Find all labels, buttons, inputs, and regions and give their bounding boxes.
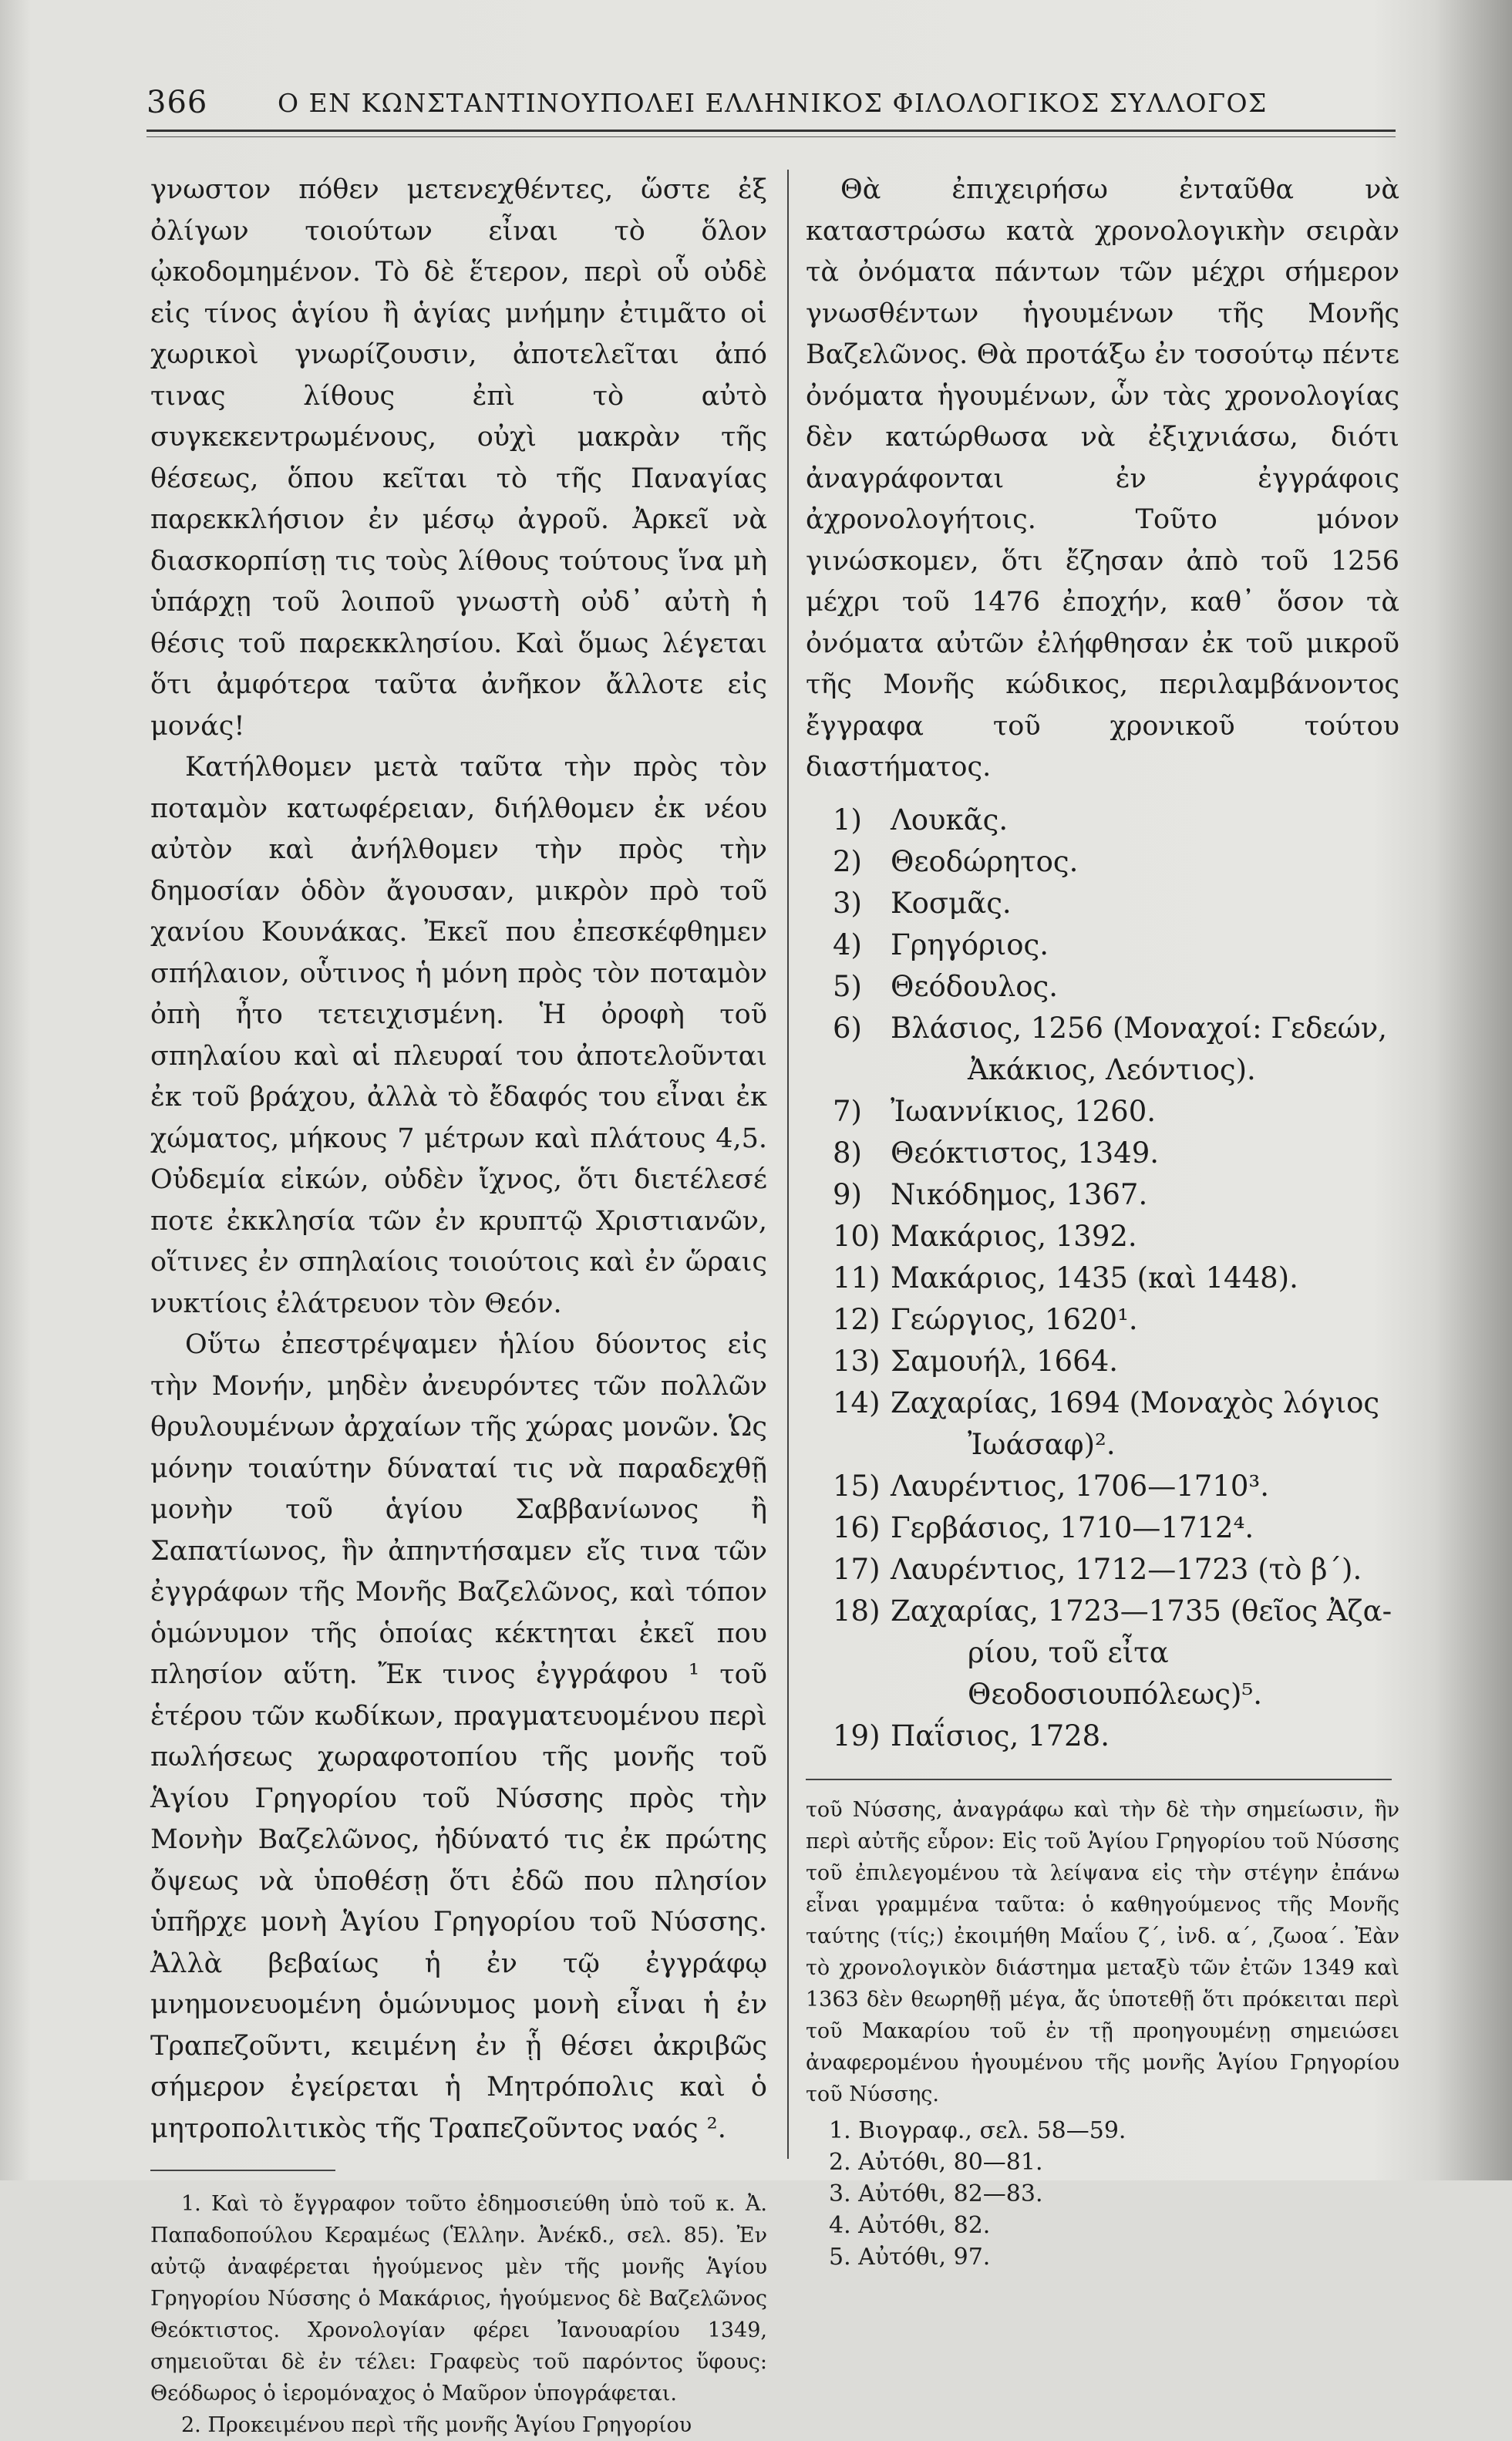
paragraph: γνωστον πόθεν μετενεχθέντες, ὥστε ἐξ ὀλίγων τοιούτων εἶναι τὸ ὅλον ᾠκοδομημένον. Τὸ δὲ ἕτερον, περὶ οὗ οὐδὲ εἰς τίνος ἁγίου ἢ ἁγίας μνήμην ἐτιμᾶτο οἱ χωρικοὶ γνωρίζουσιν, ἀποτελεῖται ἀπό τινας λίθους ἐπὶ τὸ αὐτὸ συγκεκεντρωμένους, οὐχὶ μακρὰν τῆς θέσεως, ὅπου κεῖται τὸ τῆς Παναγίας παρεκκλήσιον ἐν μέσῳ ἀγροῦ. Ἀρκεῖ νὰ διασκορπίσῃ τις τοὺς λίθους τούτους ἵνα μὴ ὑπάρχῃ τοῦ λοιποῦ γνωστὴ οὐδ᾽ αὐτὴ ἡ θέσις τοῦ παρεκκλησίου. Καὶ ὅμως λέγεται ὅτι ἀμφότερα ταῦτα ἀνῆκον ἄλλοτε εἰς μονάς! <box>150 174 767 742</box>
list-item <box>806 1341 1399 1382</box>
footnote: 1. Βιογραφ., σελ. 58—59. <box>829 2116 1126 2144</box>
paragraph: Κατήλθομεν μετὰ ταῦτα τὴν πρὸς τὸν ποταμὸν κατωφέρειαν, διήλθομεν ἐκ νέου αὐτὸν καὶ ἀνήλθομεν τὴν πρὸς τὴν δημοσίαν ὁδὸν ἄγουσαν, μικρὸν πρὸ τοῦ χανίου Κουνάκας. Ἐκεῖ που ἐπεσκέφθημεν σπήλαιον, οὗτινος ἡ μόνη πρὸς τὸν ποταμὸν ὀπὴ ἦτο τετειχισμένη. Ἡ ὀροφὴ τοῦ σπηλαίου καὶ αἱ πλευραί του ἀποτελοῦνται ἐκ τοῦ βράχου, ἀλλὰ τὸ ἔδαφός του εἶναι ἐκ χώματος, μήκους 7 μέτρων καὶ πλάτους 4,5. Οὐδεμία εἰκών, οὐδὲν ἴχνος, ὅτι διετέλεσέ ποτε ἐκκλησία τῶν ἐν κρυπτῷ Χριστιανῶν, οἵτινες ἐν σπηλαίοις τοιούτοις καὶ ἐν ὥραις νυκτίοις ἐλάτρευον τὸν Θεόν. <box>150 752 767 1319</box>
item-number: 14) <box>833 1385 881 1419</box>
abbot-list <box>806 800 1399 1757</box>
item-number: 6) <box>833 1011 862 1045</box>
header-rule <box>146 130 1396 132</box>
item-number: 5) <box>833 969 862 1003</box>
item-number: 1) <box>833 803 862 837</box>
item-text: Θεόκτιστος, 1349. <box>891 1136 1160 1170</box>
item-text: Βλάσιος, 1256 (Μοναχοί: Γεδεών, <box>891 1011 1388 1045</box>
item-number: 4) <box>833 928 862 961</box>
list-item <box>806 883 1399 924</box>
header-rule-thin <box>146 136 1396 137</box>
right-body-text <box>806 170 1399 789</box>
list-item <box>806 1008 1399 1091</box>
item-text: Νικόδημος, 1367. <box>891 1177 1148 1211</box>
item-number: 18) <box>833 1594 881 1628</box>
left-body-text <box>150 170 767 2150</box>
item-number: 3) <box>833 886 862 920</box>
item-text: Λαυρέντιος, 1706—1710³. <box>891 1469 1270 1503</box>
item-text: Ζαχαρίας, 1723—1735 (θεῖος Ἀζα- <box>891 1594 1392 1628</box>
list-item <box>806 841 1399 883</box>
item-text: Παΐσιος, 1728. <box>891 1719 1110 1752</box>
running-title: Ο ΕΝ ΚΩΝΣΤΑΝΤΙΝΟΥΠΟΛΕΙ ΕΛΛΗΝΙΚΟΣ ΦΙΛΟΛΟΓΙΚΟΣ ΣΥΛΛΟΓΟΣ <box>278 88 1268 118</box>
footnote: 5. Αὐτόθι, 97. <box>829 2243 991 2271</box>
item-number: 2) <box>833 844 862 878</box>
list-item <box>806 1299 1399 1341</box>
list-item <box>806 966 1399 1008</box>
list-item <box>806 800 1399 841</box>
item-text: Λαυρέντιος, 1712—1723 (τὸ β΄). <box>891 1552 1362 1586</box>
item-number: 7) <box>833 1094 862 1128</box>
item-number: 10) <box>833 1219 881 1253</box>
list-item <box>806 1133 1399 1174</box>
item-number: 17) <box>833 1552 881 1586</box>
list-item <box>806 924 1399 966</box>
page-number: 366 <box>146 85 208 120</box>
item-text: Θεοδώρητος. <box>891 844 1079 878</box>
list-item <box>806 1549 1399 1591</box>
right-column <box>806 170 1399 2273</box>
footnote-rule <box>806 1779 1392 1780</box>
item-text: Γρηγόριος. <box>891 928 1049 961</box>
item-text: Ζαχαρίας, 1694 (Μοναχὸς λόγιος <box>891 1385 1380 1419</box>
list-item <box>806 1507 1399 1549</box>
item-text: Γεώργιος, 1620¹. <box>891 1302 1138 1336</box>
item-number: 19) <box>833 1719 881 1752</box>
column-divider <box>787 170 789 2159</box>
item-text-continuation: Ἀκάκιος, Λεόντιος). <box>968 1052 1256 1086</box>
list-item <box>806 1258 1399 1299</box>
item-number: 9) <box>833 1177 862 1211</box>
item-text: Σαμουήλ, 1664. <box>891 1344 1119 1378</box>
item-number: 13) <box>833 1344 881 1378</box>
paragraph: Θὰ ἐπιχειρήσω ἐνταῦθα νὰ καταστρώσω κατὰ χρονολογικὴν σειρὰν τὰ ὀνόματα πάντων τῶν μέχρι σήμερον γνωσθέντων ἡγουμένων τῆς Μονῆς Βαζελῶνος. Θὰ προτάξω ἐν τοσούτῳ πέντε ὀνόματα ἡγουμένων, ὧν τὰς χρονολογίας δὲν κατώρθωσα νὰ ἐξιχνιάσω, διότι ἀναγράφονται ἐν ἐγγράφοις ἀχρονολογήτοις. Τοῦτο μόνον γινώσκομεν, ὅτι ἔζησαν ἀπὸ τοῦ 1256 μέχρι τοῦ 1476 ἐποχήν, καθ᾽ ὅσον τὰ ὀνόματα αὐτῶν ἐλήφθησαν ἐκ τοῦ μικροῦ τῆς Μονῆς κώδικος, περιλαμβάνοντος ἔγγραφα τοῦ χρονικοῦ τούτου διαστήματος. <box>806 174 1399 783</box>
item-text: Κοσμᾶς. <box>891 886 1012 920</box>
footnote-list <box>806 2115 1399 2273</box>
footnote: 2. Αὐτόθι, 80—81. <box>829 2148 1043 2176</box>
item-number: 15) <box>833 1469 881 1503</box>
list-item <box>806 1466 1399 1507</box>
list-item <box>806 1174 1399 1216</box>
item-text: Ἰωαννίκιος, 1260. <box>891 1094 1157 1128</box>
footnote-rule <box>150 2170 335 2171</box>
paragraph: Οὕτω ἐπεστρέψαμεν ἡλίου δύοντος εἰς τὴν Μονήν, μηδὲν ἀνευρόντες τῶν πολλῶν θρυλουμένων ἀρχαίων τῆς χώρας μονῶν. Ὡς μόνην τοιαύτην δύναταί τις νὰ παραδεχθῇ μονὴν τοῦ ἁγίου Σαββανίωνος ἢ Σαπατίωνος, ἣν ἀπηντήσαμεν εἴς τινα τῶν ἐγγράφων τῆς Μονῆς Βαζελῶνος, καὶ τόπον ὁμώνυμον τῆς ὁποίας κέκτηται ἐκεῖ που πλησίον αὕτη. Ἔκ τινος ἐγγράφου ¹ τοῦ ἑτέρου τῶν κωδίκων, πραγματευομένου περὶ πωλήσεως χωραφοτοπίου τῆς μονῆς τοῦ Ἁγίου Γρηγορίου τοῦ Νύσσης πρὸς τὴν Μονὴν Βαζελῶνος, ἠδύνατό τις ἐκ πρώτης ὄψεως νὰ ὑποθέσῃ ὅτι ἐδῶ που πλησίον ὑπῆρχε μονὴ Ἁγίου Γρηγορίου τοῦ Νύσσης. Ἀλλὰ βεβαίως ἡ ἐν τῷ ἐγγράφῳ μνημονευομένη ὁμώνυμος μονὴ εἶναι ἡ ἐν Τραπεζοῦντι, κειμένη ἐν ᾗ θέσει ἀκριβῶς σήμερον ἐγείρεται ἡ Μητρόπολις καὶ ὁ μητροπολιτικὸς τῆς Τραπεζοῦντος ναός ². <box>150 1329 767 2144</box>
item-number: 11) <box>833 1261 881 1295</box>
right-footnotes <box>806 1794 1399 2273</box>
page-header <box>146 77 1396 123</box>
left-column <box>150 170 767 2441</box>
list-item <box>806 1715 1399 1757</box>
left-footnotes <box>150 2188 767 2441</box>
item-text-continuation: Ἰωάσαφ)². <box>968 1427 1116 1461</box>
item-number: 12) <box>833 1302 881 1336</box>
footnote-continuation: τοῦ Νύσσης, ἀναγράφω καὶ τὴν δὲ τὴν σημείωσιν, ἣν περὶ αὐτῆς εὗρον: Εἰς τοῦ Ἁγίου Γρηγορίου τοῦ Νύσσης τοῦ ἐπιλεγομένου τὰ λείψανα εἰς τὴν στέγην ἐπάνω εἶναι γραμμένα ταῦτα: ὁ καθηγούμενος τῆς Μονῆς ταύτης (τίς;) ἐκοιμήθη Μαΐου ζ΄, ἰνδ. α΄, ͵ζωοα΄. Ἐὰν τὸ χρονολογικὸν διάστημα μεταξὺ τῶν ἐτῶν 1349 καὶ 1363 δὲν θεωρηθῇ μέγα, ἄς ὑποτεθῇ ὅτι πρόκειται περὶ τοῦ Μακαρίου τοῦ ἐν τῇ προηγουμένῃ σημειώσει ἀναφερομένου ἡγουμένου τῆς μονῆς Ἁγίου Γρηγορίου τοῦ Νύσσης. <box>806 1797 1399 2106</box>
item-text: Μακάριος, 1435 (καὶ 1448). <box>891 1261 1298 1295</box>
item-number: 16) <box>833 1510 881 1544</box>
list-item <box>806 1091 1399 1133</box>
item-text-continuation: ρίου, τοῦ εἶτα Θεοδοσιουπόλεως)⁵. <box>968 1635 1262 1711</box>
footnote: 4. Αὐτόθι, 82. <box>829 2211 991 2239</box>
item-text: Θεόδουλος. <box>891 969 1059 1003</box>
item-text: Γερβάσιος, 1710—1712⁴. <box>891 1510 1254 1544</box>
item-number: 8) <box>833 1136 862 1170</box>
list-item <box>806 1216 1399 1258</box>
item-text: Λουκᾶς. <box>891 803 1009 837</box>
footnote: 1. Καὶ τὸ ἔγγραφον τοῦτο ἐδημοσιεύθη ὑπὸ τοῦ κ. Ἀ. Παπαδοπούλου Κεραμέως (Ἑλλην. Ἀνέκδ., σελ. 85). Ἐν αὐτῷ ἀναφέρεται ἡγούμενος μὲν τῆς μονῆς Ἁγίου Γρηγορίου Νύσσης ὁ Μακάριος, ἡγούμενος δὲ Βαζελῶνος Θεόκτιστος. Χρονολογίαν φέρει Ἰανουαρίου 1349, σημειοῦται δὲ ἐν τέλει: Γραφεὺς τοῦ παρόντος ὕφους: Θεόδωρος ὁ ἱερομόναχος ὁ Μαῦρον ὑπογράφεται. <box>150 2192 767 2406</box>
list-item <box>806 1591 1399 1715</box>
footnote: 2. Προκειμένου περὶ τῆς μονῆς Ἁγίου Γρηγορίου <box>181 2413 692 2437</box>
item-text: Μακάριος, 1392. <box>891 1219 1137 1253</box>
footnote: 3. Αὐτόθι, 82—83. <box>829 2180 1043 2207</box>
list-item <box>806 1382 1399 1466</box>
